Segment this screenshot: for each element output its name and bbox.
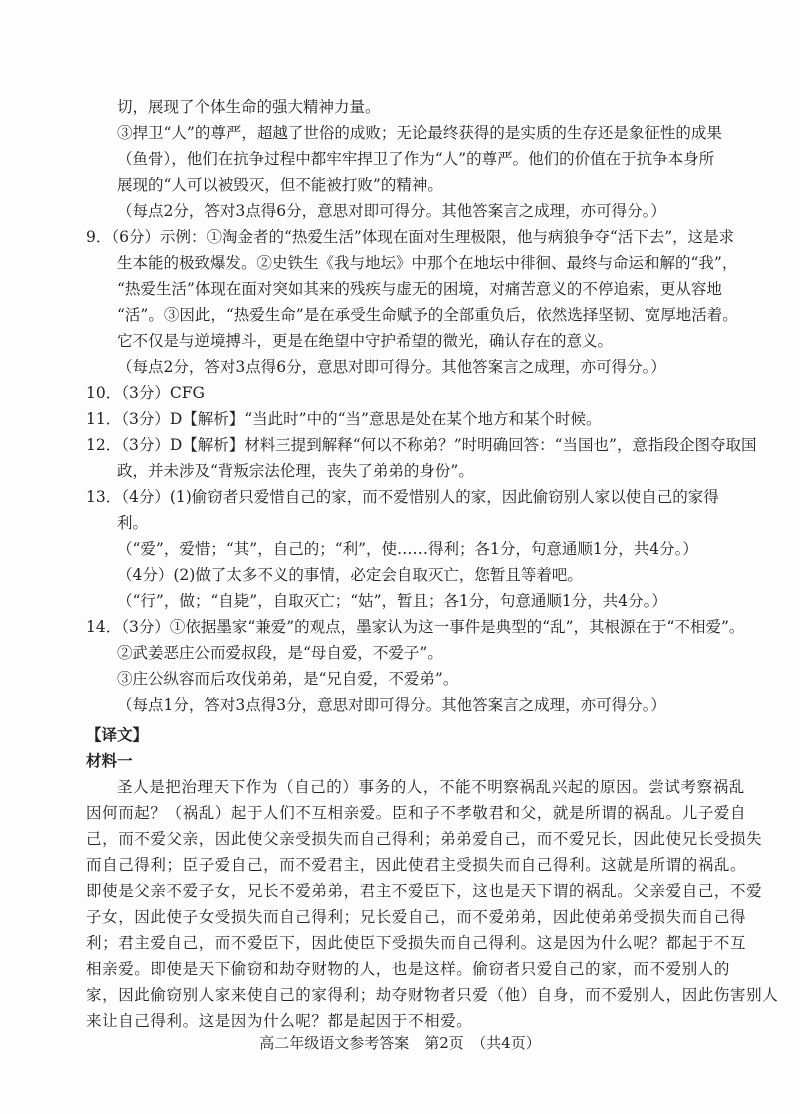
text-line: 生本能的极致爆发。②史铁生《我与地坛》中那个在地坛中徘徊、最终与命运和解的“我”， [117, 254, 738, 272]
translation-line: 圣人是把治理天下作为（自己的）事务的人，不能不明察祸乱兴起的原因。尝试考察祸乱 [117, 778, 745, 796]
scoring-note: （“行”，做；“自毙”，自取灭亡；“姑”，暂且；各1分，句意通顺1分，共4分。） [117, 592, 667, 610]
text-line: “热爱生活”体现在面对突如其来的残疾与虚无的困境，对痛苦意义的不停追索，更从容地 [117, 280, 722, 298]
page-footer: 高二年级语文参考答案 第2页 （共4页） [259, 1034, 541, 1052]
text-line: ③捍卫“人”的尊严，超越了世俗的成败；无论最终获得的是实质的生存还是象征性的成果 [117, 124, 722, 142]
translation-line: 即使是父亲不爱子女，兄长不爱弟弟，君主不爱臣下，这也是天下谓的祸乱。父亲爱自己，不爱 [86, 882, 763, 900]
text-line: （4分）(2)做了太多不义的事情，必定会自取灭亡，您暂且等着吧。 [117, 566, 583, 584]
translation-line: 因何而起？（祸乱）起于人们不互相亲爱。臣和子不孝敬君和父，就是所谓的祸乱。儿子爱自 [86, 804, 747, 822]
translation-line: 子女，因此使子女受损失而自己得利；兄长爱自己，而不爱弟弟，因此使弟弟受损失而自己得 [86, 908, 747, 926]
translation-line: 相亲爱。即使是天下偷窃和劫夺财物的人，也是这样。偷窃者只爱自己的家，而不爱别人的 [86, 960, 731, 978]
translation-line: 家，因此偷窃别人家来使自己的家得利；劫夺财物者只爱（他）自身，而不爱别人，因此伤害别人 [86, 986, 779, 1004]
text-line: （鱼骨），他们在抗争过程中都牢牢捍卫了作为“人”的尊严。他们的价值在于抗争本身所 [117, 150, 715, 168]
answer-13: 13．（4分）(1)偷窃者只爱惜自己的家，而不爱惜别人的家，因此偷窃别人家以使自己的家得 [86, 488, 719, 506]
translation-line: 而自己得利；臣子爱自己，而不爱君主，因此使君主受损失而自己得利。这就是所谓的祸乱。 [86, 856, 747, 874]
translation-heading: 【译文】 [86, 725, 149, 744]
text-line: 它不仅是与逆境搏斗，更是在绝望中守护希望的微光，确认存在的意义。 [117, 332, 614, 350]
text-line: 展现的“人可以被毁灭，但不能被打败”的精神。 [117, 176, 443, 194]
text-line: 利。 [117, 514, 149, 532]
translation-line: 己，而不爱父亲，因此使父亲受损失而自己得利；弟弟爱自己，而不爱兄长，因此使兄长受损失 [86, 830, 763, 848]
text-line: ③庄公纵容而后攻伐弟弟，是“兄自爱，不爱弟”。 [117, 670, 459, 688]
answer-11: 11．（3分）D【解析】“当此时”中的“当”意思是处在某个地方和某个时候。 [86, 410, 602, 428]
answer-9: 9．（6分）示例：①淘金者的“热爱生活”体现在面对生理极限，他与病狼争夺“活下去”，这是求 [86, 228, 735, 246]
text-line: “活”。③因此，“热爱生命”是在承受生命赋予的全部重负后，依然选择坚韧、宽厚地活着。 [117, 306, 738, 324]
text-line: ②武姜恶庄公而爱叔段，是“母自爱，不爱子”。 [117, 644, 443, 662]
scoring-note: （每点2分，答对3点得6分，意思对即可得分。其他答案言之成理，亦可得分。） [117, 358, 666, 376]
scoring-note: （每点2分，答对3点得6分，意思对即可得分。其他答案言之成理，亦可得分。） [117, 202, 666, 220]
text-line: 政，并未涉及“背叛宗法伦理，丧失了弟弟的身份”。 [117, 462, 474, 480]
answer-14: 14．（3分）①依据墨家“兼爱”的观点，墨家认为这一事件是典型的“乱”，其根源在于“不相爱”。 [86, 618, 745, 636]
material-one-heading: 材料一 [86, 751, 133, 770]
scoring-note: （“爱”，爱惜；“其”，自己的；“利”，使……得利；各1分，句意通顺1分，共4分。） [117, 540, 698, 558]
translation-line: 利；君主爱自己，而不爱臣下，因此使臣下受损失而自己得利。这是因为什么呢？都起于不互 [86, 934, 747, 952]
text-line: 切，展现了个体生命的强大精神力量。 [117, 98, 381, 116]
translation-line: 来让自己得利。这是因为什么呢？都是起因于不相爱。 [86, 1012, 473, 1030]
answer-10: 10．（3分）CFG [86, 384, 205, 402]
answer-12: 12．（3分）D【解析】材料三提到解释“何以不称弟？”时明确回答：“当国也”，意指段企图夺取国 [86, 436, 757, 454]
scoring-note: （每点1分，答对3点得3分，意思对即可得分。其他答案言之成理，亦可得分。） [117, 696, 666, 714]
